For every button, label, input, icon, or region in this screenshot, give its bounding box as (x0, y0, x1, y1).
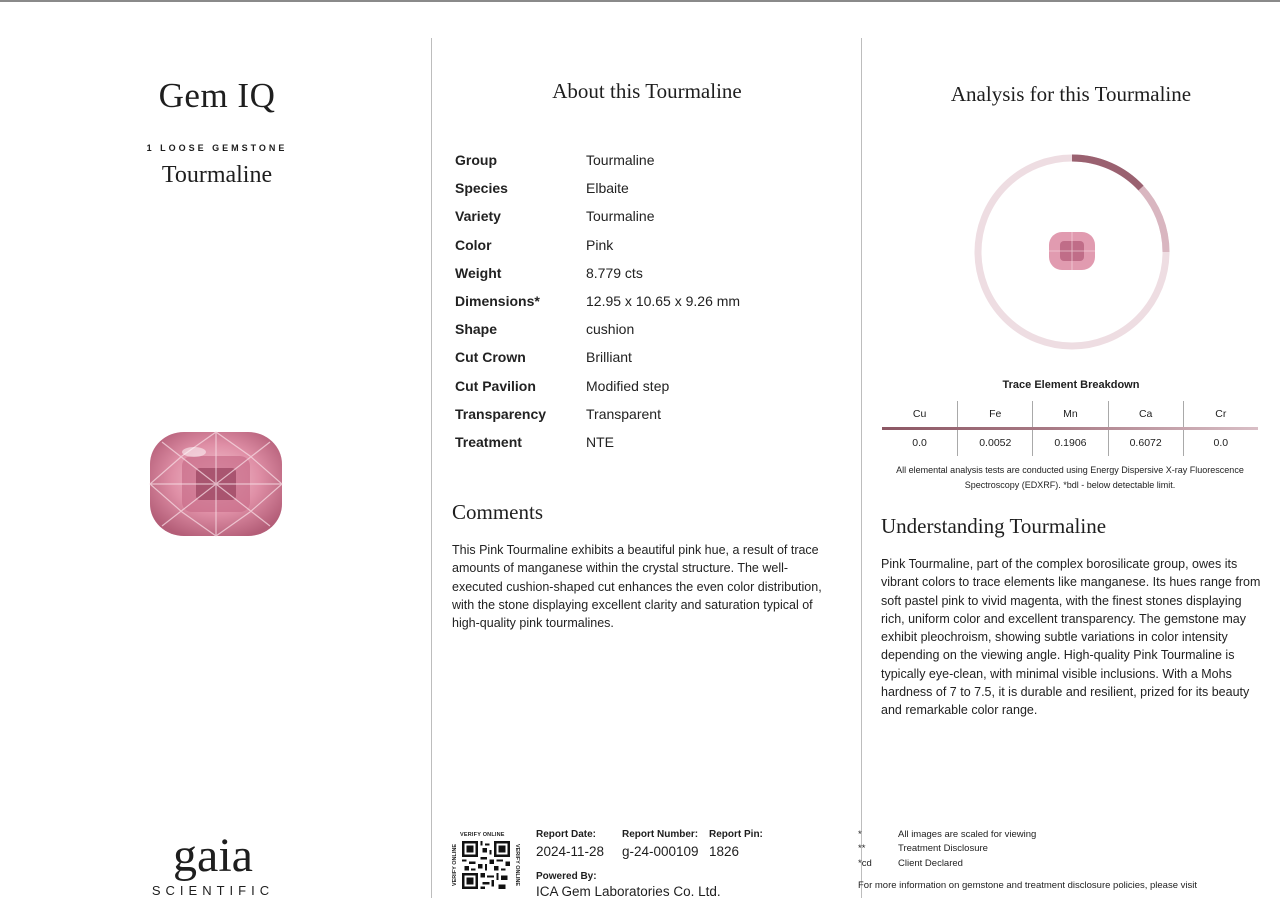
about-title: About this Tourmaline (552, 79, 742, 103)
footnote-row (858, 827, 1278, 842)
spec-value: 8.779 cts (586, 264, 643, 281)
spec-row (455, 428, 835, 456)
footnote-key: *cd (858, 857, 872, 869)
trace-element: Fe (957, 401, 1032, 427)
footnote-text: All images are scaled for viewing (898, 828, 1037, 840)
top-rule (0, 0, 1280, 2)
spec-value: Tourmaline (586, 208, 655, 225)
spec-label: Color (455, 236, 492, 253)
spec-value: Pink (586, 236, 614, 253)
brand-subtitle: 1 LOOSE GEMSTONE (146, 143, 288, 153)
powered-by-label: Powered By: (536, 871, 597, 882)
spec-row (455, 400, 835, 428)
trace-table (882, 401, 1258, 456)
column-divider-right (861, 38, 862, 898)
analysis-ring (970, 150, 1174, 354)
footnote-key: * (858, 828, 862, 840)
trace-element: Ca (1108, 401, 1183, 427)
trace-value: 0.1906 (1032, 430, 1107, 456)
trace-value: 0.0052 (957, 430, 1032, 456)
spec-label: Shape (455, 321, 498, 338)
qr-side-caption: VERIFY ONLINE (452, 843, 459, 887)
report-footer (446, 826, 856, 900)
footnote-key: ** (858, 843, 866, 855)
spec-row (455, 146, 835, 174)
comments-title: Comments (452, 500, 544, 524)
spec-row (455, 231, 835, 259)
spec-value: Transparent (586, 405, 661, 422)
comments-body: This Pink Tourmaline exhibits a beautiful pink hue, a result of trace amounts of manganese within the crystal structure. The well-executed cushion-shaped cut enhances the even color distribution, with the stone displaying excellent clarity and saturation typical of high-quality pink tourmalines. (452, 543, 822, 631)
report-date-label: Report Date: (536, 829, 597, 840)
footnote-row (858, 856, 1278, 871)
spec-table (455, 146, 835, 456)
footnote-row (858, 842, 1278, 857)
ring-gem-icon (1049, 232, 1095, 270)
spec-value: Tourmaline (586, 152, 655, 169)
understanding-title: Understanding Tourmaline (881, 514, 1107, 538)
trace-value: 0.6072 (1108, 430, 1183, 456)
verify-qr[interactable] (446, 826, 526, 900)
spec-row (455, 174, 835, 202)
spec-label: Cut Pavilion (455, 377, 536, 394)
report-number-value: g-24-000109 (622, 844, 699, 859)
spec-label: Transparency (455, 405, 547, 422)
spec-value: cushion (586, 321, 635, 338)
gaia-logo-subtitle: SCIENTIFIC (151, 883, 275, 898)
footnotes (858, 827, 1278, 891)
footnote-text: Client Declared (898, 857, 963, 869)
spec-label: Variety (455, 208, 501, 225)
spec-value: Brilliant (586, 349, 632, 366)
trace-element: Cr (1183, 401, 1258, 427)
spec-label: Weight (455, 264, 502, 281)
report-date-value: 2024-11-28 (536, 844, 605, 859)
trace-element: Mn (1032, 401, 1107, 427)
spec-row (455, 315, 835, 343)
spec-row (455, 372, 835, 400)
spec-row (455, 287, 835, 315)
qr-code-icon (462, 841, 510, 889)
brand-title: Gem IQ (158, 76, 276, 115)
gem-photo (146, 426, 286, 542)
spec-label: Cut Crown (455, 349, 526, 366)
qr-side-caption: VERIFY ONLINE (514, 843, 521, 887)
gem-name: Tourmaline (161, 162, 273, 188)
spec-label: Dimensions* (455, 293, 540, 310)
spec-value: Modified step (586, 377, 670, 394)
trace-value: 0.0 (1183, 430, 1258, 456)
trace-header-row (882, 401, 1258, 427)
understanding-body: Pink Tourmaline, part of the complex borosilicate group, owes its vibrant colors to trace elements like manganese. Its hues range from soft pastel pink to vivid magenta, with the finest stones displaying rich, uniform color and excellent transparency. The gemstone may exhibit pleochroism, showing subtle variations in color intensity depending on the viewing angle. High-quality Pink Tourmaline is typically eye-clean, with minimal visible inclusions. With a Mohs hardness of 7 to 7.5, it is durable and resilient, prized for its beauty and remarkable color range. (881, 557, 1261, 718)
report-pin-value: 1826 (709, 844, 740, 859)
footnote-text: Treatment Disclosure (898, 843, 988, 855)
qr-caption: VERIFY ONLINE (460, 832, 505, 838)
spec-value: Elbaite (586, 180, 629, 197)
gaia-logo-word: gaia (173, 829, 253, 882)
spec-label: Species (455, 180, 508, 197)
trace-element: Cu (912, 408, 927, 420)
trace-value: 0.0 (912, 437, 927, 449)
edxrf-note: All elemental analysis tests are conducted using Energy Dispersive X-ray Fluorescence Spectroscopy (EDXRF). *bdl - below detectable limit. (896, 465, 1244, 490)
spec-label: Treatment (455, 433, 522, 450)
disclosure-more-info: For more information on gemstone and treatment disclosure policies, please visit (858, 880, 1197, 891)
report-number-label: Report Number: (622, 829, 699, 840)
report-pin-label: Report Pin: (709, 829, 763, 840)
spec-row (455, 259, 835, 287)
trace-title: Trace Element Breakdown (1002, 379, 1140, 391)
spec-value: 12.95 x 10.65 x 9.26 mm (586, 293, 741, 310)
spec-row (455, 202, 835, 230)
powered-by-value: ICA Gem Laboratories Co. Ltd. (536, 884, 721, 899)
trace-value-row (882, 430, 1258, 456)
spec-label: Group (455, 152, 497, 169)
analysis-title: Analysis for this Tourmaline (950, 82, 1192, 106)
spec-row (455, 343, 835, 371)
spec-value: NTE (586, 433, 614, 450)
